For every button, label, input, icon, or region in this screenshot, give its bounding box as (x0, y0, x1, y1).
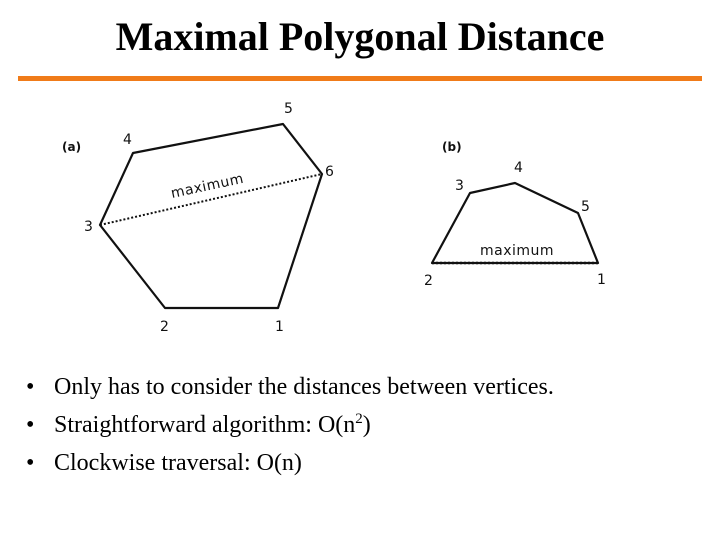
slide-title: Maximal Polygonal Distance (115, 14, 605, 59)
bullet-text: Straightforward algorithm: O(n (54, 412, 356, 438)
vertex-b-4: 4 (514, 160, 523, 176)
vertex-b-3: 3 (455, 178, 464, 194)
bullet-item (26, 444, 706, 482)
vertex-a-3: 3 (84, 219, 93, 235)
figure-b-label: (b) (442, 140, 462, 154)
vertex-a-5: 5 (284, 101, 293, 117)
vertex-b-1: 1 (597, 272, 606, 288)
vertex-a-2: 2 (160, 319, 169, 335)
bullet-marker: • (26, 412, 35, 438)
exponent: 2 (355, 411, 363, 427)
bullet-marker: • (26, 374, 35, 400)
bullet-marker: • (26, 450, 35, 476)
figure-a (62, 101, 334, 335)
figure-b (424, 140, 606, 289)
bullet-item (26, 368, 706, 406)
maximum-label-a: maximum (169, 170, 246, 202)
vertex-a-4: 4 (123, 132, 132, 148)
bullet-list (26, 368, 706, 482)
vertex-a-6: 6 (325, 164, 334, 180)
polygon-a (100, 124, 322, 308)
bullet-text-end: ) (362, 412, 371, 438)
maximum-label-b: maximum (480, 243, 555, 259)
vertex-b-2: 2 (424, 273, 433, 289)
figure-a-label: (a) (62, 140, 82, 154)
vertex-b-5: 5 (581, 199, 590, 215)
bullet-text: Only has to consider the distances between vertices. (54, 374, 554, 400)
bullet-item (26, 406, 706, 444)
bullet-text: Clockwise traversal: O(n) (54, 450, 302, 476)
vertex-a-1: 1 (275, 319, 284, 335)
